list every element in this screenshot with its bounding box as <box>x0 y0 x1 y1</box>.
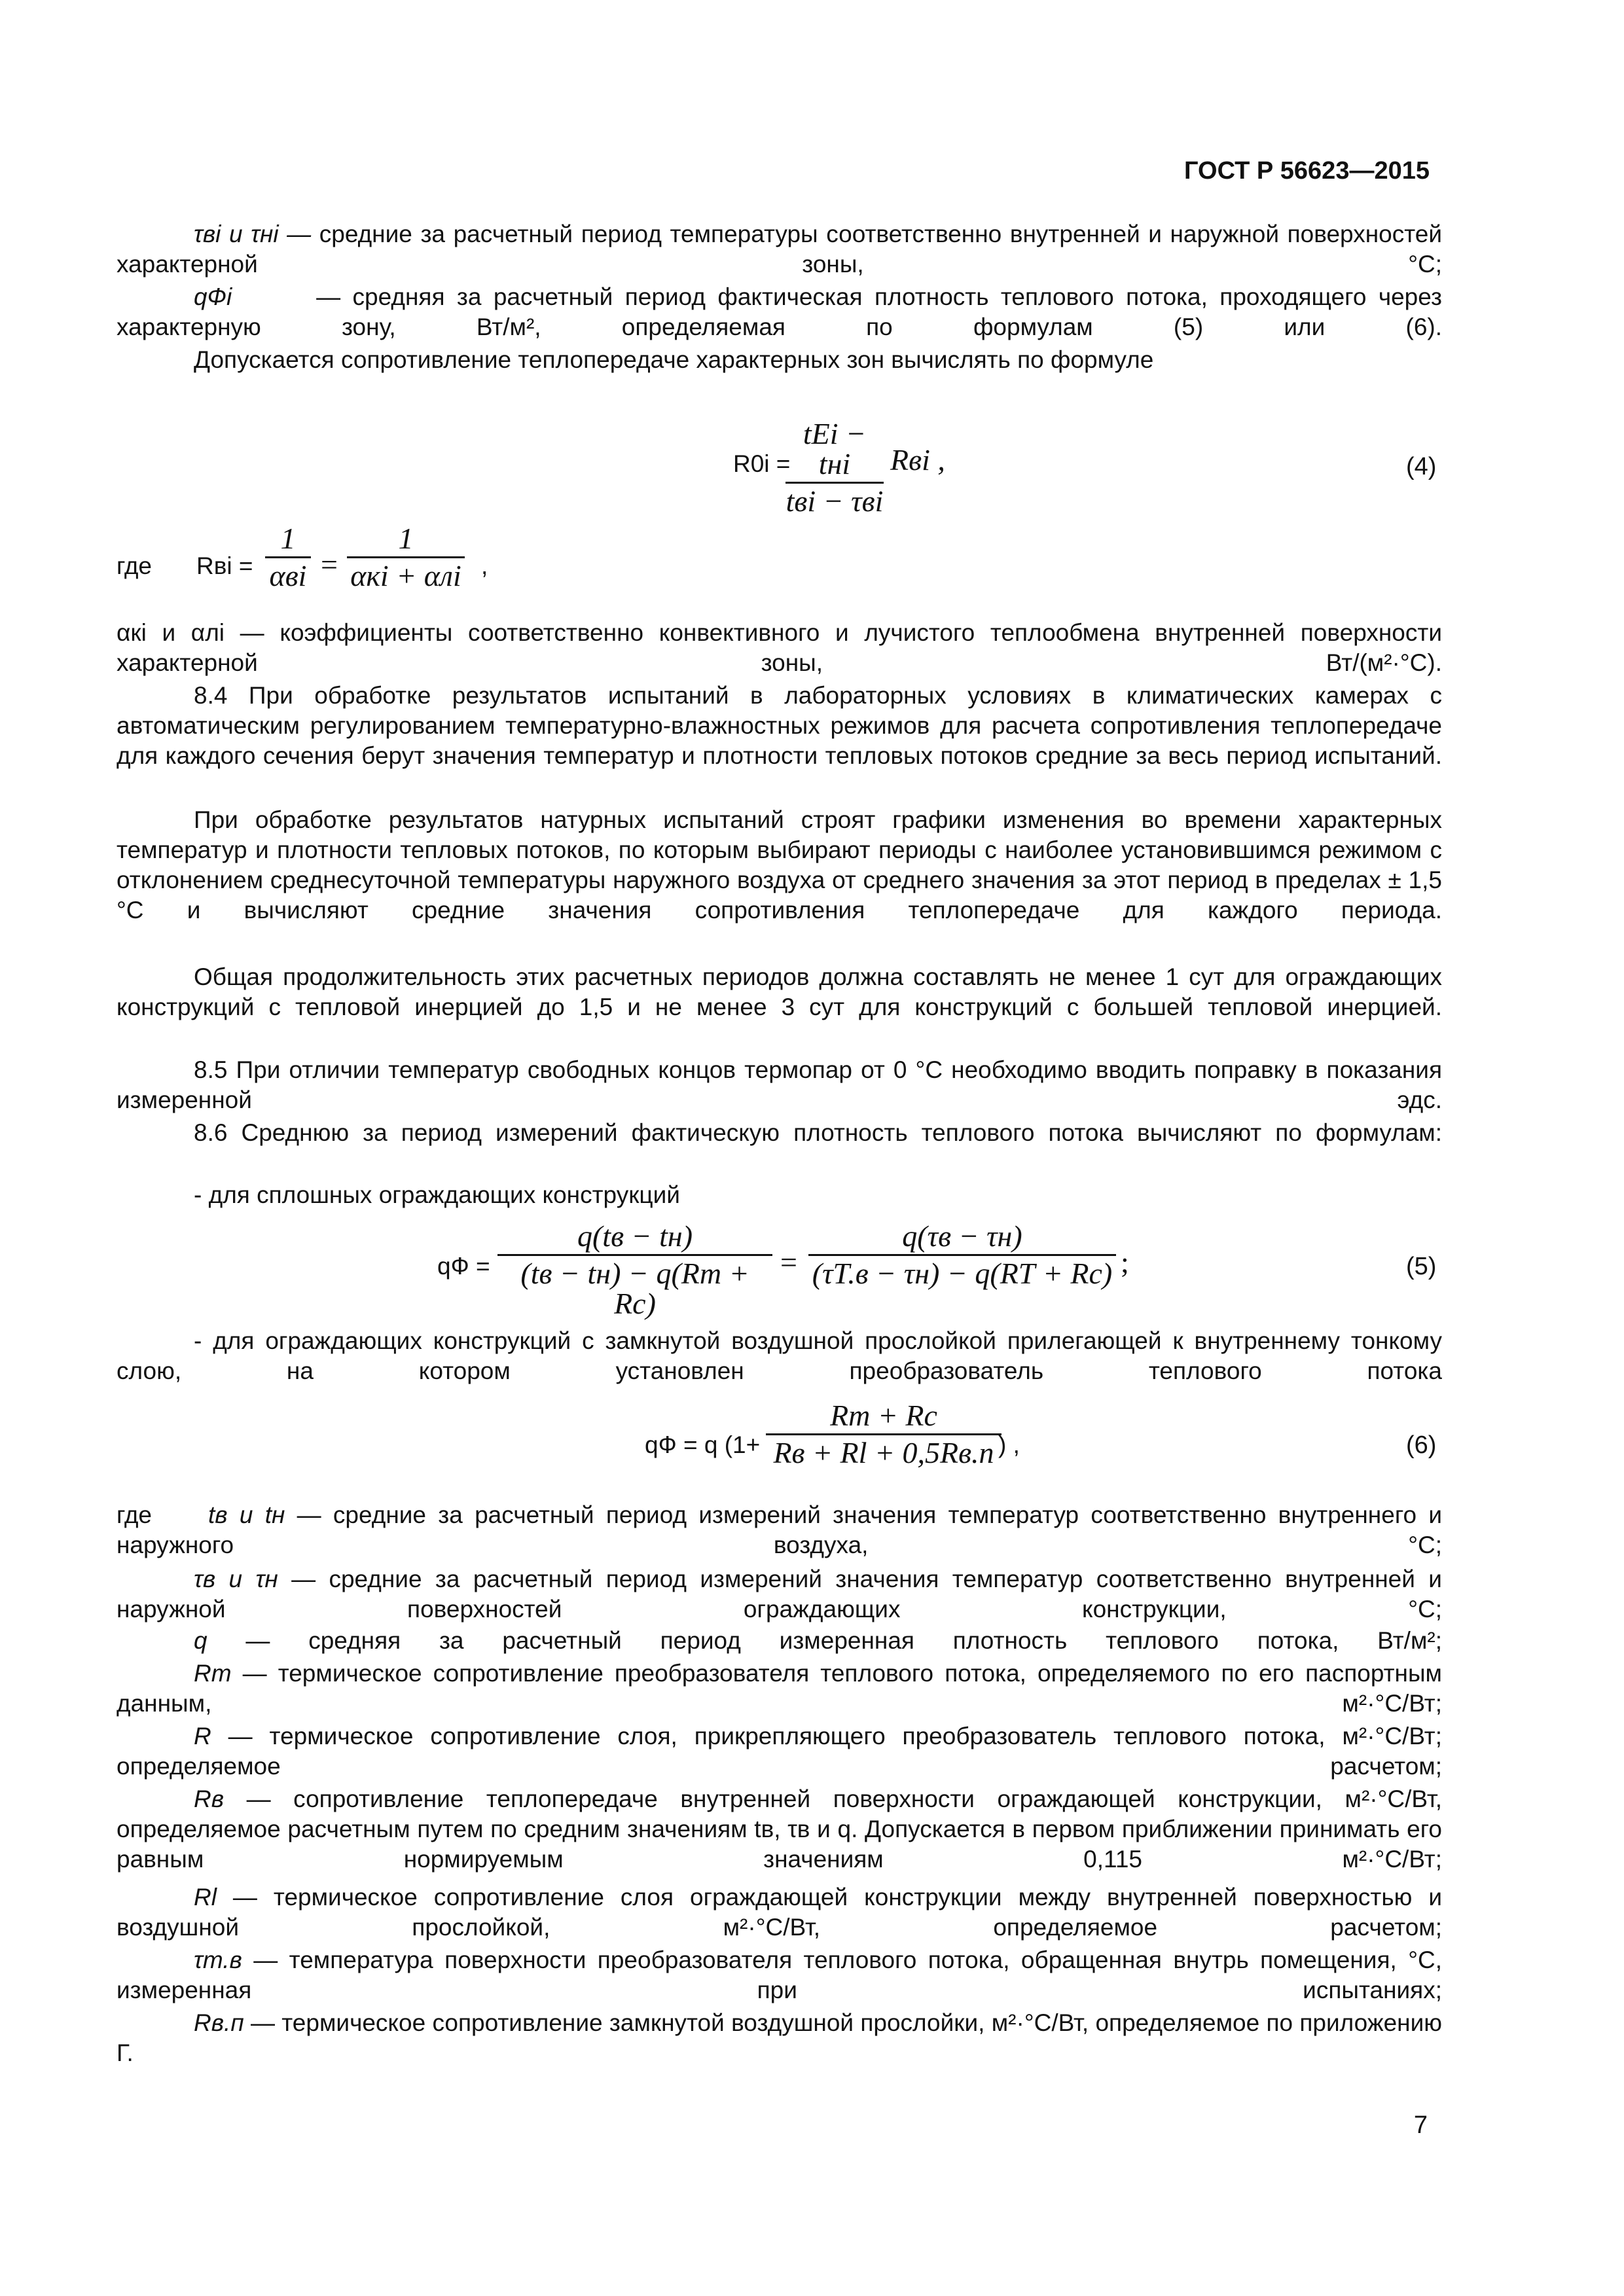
formula-5-tail: ; <box>1121 1246 1129 1279</box>
formula-4-denominator: tвi − τвi <box>785 484 884 518</box>
formula-5-f2-numerator: q(τв − τн) <box>902 1219 1022 1253</box>
formula-5-equals: = <box>780 1246 797 1279</box>
fraction-bar <box>497 1254 772 1256</box>
airgap-structures-item: - для ограждающих конструкций с замкнутой воздушной прослойкой прилегающей к внутреннему тонкому слою, на котором установлен преобразователь теплового потока <box>117 1327 1442 1384</box>
where-word-2: где <box>117 1501 153 1528</box>
definition-text: — сопротивление теплопередаче внутренней поверхности ограждающей конструкции, м²·°С/Вт, определяемое расчетным путем по средним значениям tв, τв и q. Допускается в первом приближении принимать его равным нормируемым значениям 0,115 м²·°С/Вт; <box>117 1785 1442 1873</box>
fraction-bar <box>785 482 884 484</box>
definition-rvp <box>117 2008 1442 2098</box>
formula-6-number: (6) <box>1406 1431 1437 1459</box>
formula-4-fraction <box>785 419 884 516</box>
formula-4-number: (4) <box>1406 453 1437 480</box>
allowed-paragraph: Допускается сопротивление теплопередаче характерных зон вычислять по формуле <box>194 346 1154 373</box>
definition-symbol: τв и τн <box>194 1566 278 1592</box>
paragraph-8-4: 8.4 При обработке результатов испытаний в лабораторных условиях в климатических камерах с автоматическим регулированием температурно-влажностных режимов для расчета сопротивления теплопередаче для каждого сечения берут значения температур и плотности тепловых потоков средние за весь период испытаний. <box>117 682 1442 769</box>
definition-symbol: Rт <box>194 1660 232 1687</box>
rvi-f2-denominator: αкi + αлi <box>350 559 461 592</box>
formula-6-numerator: Rт + Rс <box>830 1399 937 1432</box>
alpha-definition: αкi и αлi — коэффициенты соответственно конвективного и лучистого теплообмена внутренней поверхности характерной зоны, Вт/(м²·°С). <box>117 619 1442 676</box>
formula-5-f2-denominator: (τТ.в − τн) − q(RТ + Rс) <box>812 1257 1113 1290</box>
where-word: где <box>117 552 153 579</box>
solid-structures-item: - для сплошных ограждающих конструкций <box>194 1181 680 1208</box>
rvi-equals: = <box>321 548 338 581</box>
formula-5-fraction-2 <box>808 1221 1116 1289</box>
formula-6-tail: ) , <box>998 1431 1020 1458</box>
formula-5-f1-denominator: (tв − tн) − q(Rт + Rс) <box>520 1257 749 1320</box>
fraction-bar <box>265 556 311 558</box>
formula-5-lhs: qФ = <box>437 1253 490 1280</box>
q-symbol: qФi <box>194 283 232 310</box>
definition-text: — средние за расчетный период измерений значения температур соответственно внутреннего и наружного воздуха, °С; <box>117 1501 1443 1558</box>
definition-symbol: tв и tн <box>208 1501 285 1528</box>
formula-6-fraction <box>766 1401 1001 1468</box>
page-number: 7 <box>1413 2111 1428 2139</box>
paragraph-8-4-duration: Общая продолжительность этих расчетных периодов должна составлять не менее 1 сут для ограждающих конструкций с тепловой инерцией до 1,5 и не менее 3 сут для конструкций с большей тепловой инерцией. <box>117 963 1442 1020</box>
definition-symbol: Rв <box>194 1785 225 1812</box>
rvi-tail: , <box>481 552 488 579</box>
definition-text: — термическое сопротивление преобразователя теплового потока, определяемого по его паспортным данным, м²·°С/Вт; <box>117 1660 1442 1717</box>
definition-symbol: R <box>194 1723 211 1749</box>
definition-symbol: q <box>194 1627 208 1654</box>
rvi-f1-numerator: 1 <box>280 522 296 555</box>
fraction-bar <box>766 1433 1001 1435</box>
definition-symbol: τт.в <box>194 1946 242 1973</box>
rvi-f1-denominator: αвi <box>269 559 307 592</box>
formula-4-numerator: tЕi − tнi <box>803 417 867 480</box>
definition-text: — средние за расчетный период измерений значения температур соответственно внутренней и наружной поверхностей ограждающих конструкции, °С; <box>117 1566 1442 1623</box>
definition-text: — средняя за расчетный период измеренная плотность теплового потока, Вт/м²; <box>207 1627 1442 1654</box>
formula-5-fraction-1 <box>497 1221 772 1319</box>
q-definition-text: — средняя за расчетный период фактическая плотность теплового потока, проходящего через характерную зону, Вт/м², определяемая по формулам (5) или (6). <box>117 283 1442 340</box>
rvi-fraction-2 <box>347 524 465 591</box>
formula-5-number: (5) <box>1406 1253 1437 1280</box>
definition-text: — термическое сопротивление слоя ограждающей конструкции между внутренней поверхностью и воздушной прослойкой, м²·°С/Вт, определяемое расчетом; <box>117 1884 1442 1941</box>
rvi-fraction-1 <box>265 524 311 591</box>
tau-definition-text: средние за расчетный период температуры соответственно внутренней и наружной поверхностей характерной зоны, °С; <box>117 221 1442 278</box>
fraction-bar <box>808 1254 1116 1256</box>
fraction-bar <box>347 556 465 558</box>
paragraph-8-6: 8.6 Среднюю за период измерений фактическую плотность теплового потока вычисляют по формулам: <box>194 1119 1442 1146</box>
tau-symbol: τвi и τнi — <box>194 221 312 247</box>
paragraph-8-4-natural: При обработке результатов натурных испытаний строят графики изменения во времени характерных температур и плотности тепловых потоков, по которым выбирают периоды с наиболее установившимся режимом с отклонением среднесуточной температуры наружного воздуха от среднего значения за этот период в пределах ± 1,5 °С и вычисляют средние значения сопротивления теплопередаче для каждого периода. <box>117 806 1442 924</box>
formula-6-lhs: qФ = q (1+ <box>645 1431 761 1458</box>
formula-6-denominator: Rв + Rl + 0,5Rв.п <box>773 1436 994 1469</box>
standard-header: ГОСТ Р 56623—2015 <box>1184 157 1430 185</box>
formula-4-tail: Rвi , <box>890 443 945 476</box>
definition-text: — термическое сопротивление замкнутой воздушной прослойки, м²·°С/Вт, определяемое по приложению Г. <box>117 2009 1442 2066</box>
formula-4-lhs: R0i = <box>733 450 791 477</box>
paragraph-8-5: 8.5 При отличии температур свободных концов термопар от 0 °С необходимо вводить поправку в показания измеренной эдс. <box>117 1056 1442 1113</box>
definition-text: — температура поверхности преобразователя теплового потока, обращенная внутрь помещения, °С, измеренная при испытаниях; <box>117 1946 1442 2003</box>
definition-symbol: Rl <box>194 1884 217 1910</box>
rvi-f2-numerator: 1 <box>398 522 414 555</box>
definition-text: — термическое сопротивление слоя, прикрепляющего преобразователь теплового потока, м²·°С/Вт; определяемое расчетом; <box>117 1723 1442 1780</box>
definition-symbol: Rв.п <box>194 2009 244 2036</box>
rvi-lhs: Rвi = <box>196 552 253 579</box>
formula-5-f1-numerator: q(tв − tн) <box>577 1219 693 1253</box>
